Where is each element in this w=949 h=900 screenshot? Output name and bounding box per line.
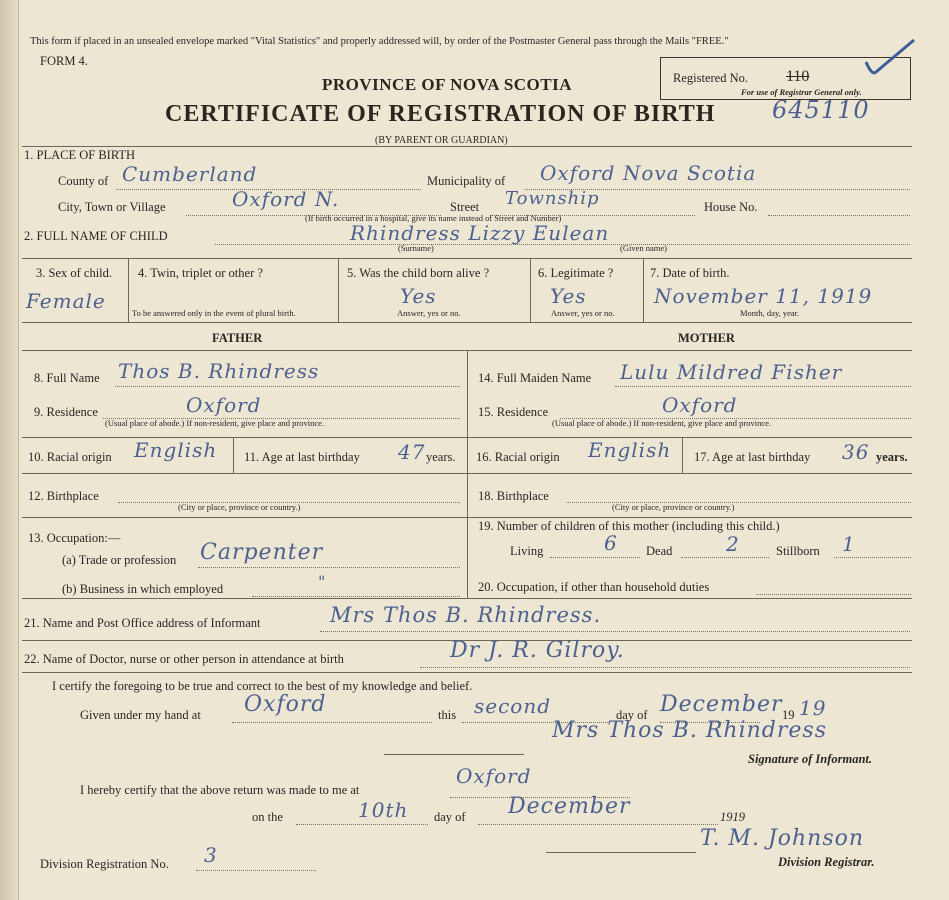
surname-note: (Surname) [398, 243, 434, 253]
registrar-year-value: 1919 [720, 810, 745, 824]
registrar-place-value: Oxford [456, 764, 532, 788]
father-residence-label: 9. Residence [34, 405, 98, 419]
mother-residence-value: Oxford [662, 393, 738, 417]
dead-label: Dead [646, 544, 673, 558]
sex-value: Female [26, 289, 106, 313]
city-value: Oxford N. [232, 187, 340, 211]
registrar-text: I hereby certify that the above return was made to me at [80, 783, 360, 797]
mother-heading: MOTHER [678, 331, 735, 345]
hospital-note: (If birth occurred in a hospital, give its name instead of Street and Number) [305, 213, 562, 223]
form-label: FORM 4. [40, 54, 88, 68]
father-racial-value: English [134, 438, 218, 462]
street-value: Township [505, 188, 600, 209]
mother-birthplace-note: (City or place, province or country.) [612, 502, 735, 512]
county-value: Cumberland [122, 162, 258, 186]
father-racial-label: 10. Racial origin [28, 450, 112, 464]
check-mark-icon [862, 38, 922, 78]
place-of-birth-heading: 1. PLACE OF BIRTH [24, 148, 136, 162]
division-registration-value: 3 [204, 843, 218, 867]
twin-label: 4. Twin, triplet or other ? [138, 266, 263, 280]
on-the-label: on the [252, 810, 283, 824]
registered-note: For use of Registrar General only. [741, 87, 862, 97]
registrar-signature: T. M. Johnson [700, 826, 865, 851]
registrar-month-value: December [508, 794, 631, 819]
given-under-label: Given under my hand at [80, 708, 201, 722]
house-label: House No. [704, 200, 758, 214]
subtitle: (BY PARENT OR GUARDIAN) [375, 135, 508, 146]
father-business-value: " [318, 572, 327, 591]
certify-text: I certify the foregoing to be true and correct to the best of my knowledge and belief. [52, 679, 473, 693]
father-trade-label: (a) Trade or profession [62, 553, 177, 567]
father-residence-note: (Usual place of abode.) If non-resident, give place and province. [105, 418, 325, 428]
father-age-label: 11. Age at last birthday [244, 450, 360, 464]
father-occupation-label: 13. Occupation:— [28, 531, 121, 545]
dead-value: 2 [726, 532, 740, 556]
twin-note: To be answered only in the event of plural birth. [132, 308, 296, 318]
division-registration-label: Division Registration No. [40, 857, 169, 871]
doctor-value: Dr J. R. Gilroy. [450, 638, 625, 663]
legitimate-note: Answer, yes or no. [551, 308, 615, 318]
binding-edge [0, 0, 19, 900]
legitimate-value: Yes [550, 284, 587, 308]
registrar-day-value: 10th [358, 798, 409, 822]
father-name-value: Thos B. Rhindress [118, 359, 320, 383]
city-label: City, Town or Village [58, 200, 166, 214]
given-day-of-label: day of [616, 708, 648, 722]
county-label: County of [58, 174, 109, 188]
father-heading: FATHER [212, 331, 263, 345]
father-age-years: years. [426, 450, 456, 464]
father-age-value: 47 [398, 440, 426, 464]
mother-residence-label: 15. Residence [478, 405, 549, 419]
street-label: Street [450, 200, 480, 214]
given-year-value: 19 [799, 696, 827, 720]
date-note: Month, day, year. [740, 308, 800, 318]
municipality-value: Oxford Nova Scotia [540, 161, 757, 185]
municipality-label: Municipality of [427, 174, 506, 188]
informant-signature: Mrs Thos B. Rhindress [552, 718, 827, 743]
father-business-label: (b) Business in which employed [62, 582, 224, 596]
registered-label: Registered No. [673, 71, 748, 85]
mother-occupation-label: 20. Occupation, if other than household duties [478, 580, 710, 594]
postal-notice: This form if placed in an unsealed envelope marked "Vital Statistics" and properly addressed will, by order of the Postmaster General pass through the Mails "FREE." [30, 36, 729, 47]
registrar-signature-label: Division Registrar. [778, 855, 875, 869]
mother-name-label: 14. Full Maiden Name [478, 371, 592, 385]
given-year-prefix: 19 [782, 708, 795, 722]
mother-name-value: Lulu Mildred Fisher [620, 360, 843, 384]
father-birthplace-label: 12. Birthplace [28, 489, 99, 503]
alive-label: 5. Was the child born alive ? [347, 266, 490, 280]
given-name-note: (Given name) [620, 243, 667, 253]
mother-age-value: 36 [842, 440, 870, 464]
informant-signature-label: Signature of Informant. [748, 752, 872, 766]
given-place-value: Oxford [244, 692, 327, 717]
date-value: November 11, 1919 [654, 284, 873, 308]
mother-racial-value: English [588, 438, 672, 462]
mother-age-years: years. [876, 450, 908, 464]
given-day-value: second [474, 694, 552, 718]
registrar-day-of-label: day of [434, 810, 466, 824]
father-residence-value: Oxford [186, 393, 262, 417]
this-label: this [438, 708, 457, 722]
living-value: 6 [604, 531, 618, 555]
children-count-label: 19. Number of children of this mother (including this child.) [478, 519, 780, 533]
sex-label: 3. Sex of child. [36, 266, 113, 280]
mother-age-label: 17. Age at last birthday [694, 450, 811, 464]
informant-value: Mrs Thos B. Rhindress. [330, 603, 602, 627]
registered-number: 110 [786, 68, 810, 85]
certificate-number: 645110 [772, 96, 870, 124]
province-heading: PROVINCE OF NOVA SCOTIA [322, 75, 573, 94]
stillborn-label: Stillborn [776, 544, 820, 558]
doctor-label: 22. Name of Doctor, nurse or other person in attendance at birth [24, 652, 344, 666]
father-trade-value: Carpenter [200, 540, 324, 565]
stillborn-value: 1 [842, 532, 856, 556]
legitimate-label: 6. Legitimate ? [538, 266, 614, 280]
father-name-label: 8. Full Name [34, 371, 100, 385]
informant-label: 21. Name and Post Office address of Informant [24, 616, 261, 630]
alive-value: Yes [400, 284, 437, 308]
given-month-value: December [660, 692, 783, 717]
alive-note: Answer, yes or no. [397, 308, 461, 318]
date-label: 7. Date of birth. [650, 266, 730, 280]
mother-residence-note: (Usual place of abode.) If non-resident, give place and province. [552, 418, 772, 428]
child-name-value: Rhindress Lizzy Eulean [350, 221, 610, 245]
child-name-label: 2. FULL NAME OF CHILD [24, 229, 168, 243]
mother-birthplace-label: 18. Birthplace [478, 489, 549, 503]
living-label: Living [510, 544, 544, 558]
certificate-title: CERTIFICATE OF REGISTRATION OF BIRTH [165, 101, 716, 127]
father-birthplace-note: (City or place, province or country.) [178, 502, 301, 512]
mother-racial-label: 16. Racial origin [476, 450, 560, 464]
